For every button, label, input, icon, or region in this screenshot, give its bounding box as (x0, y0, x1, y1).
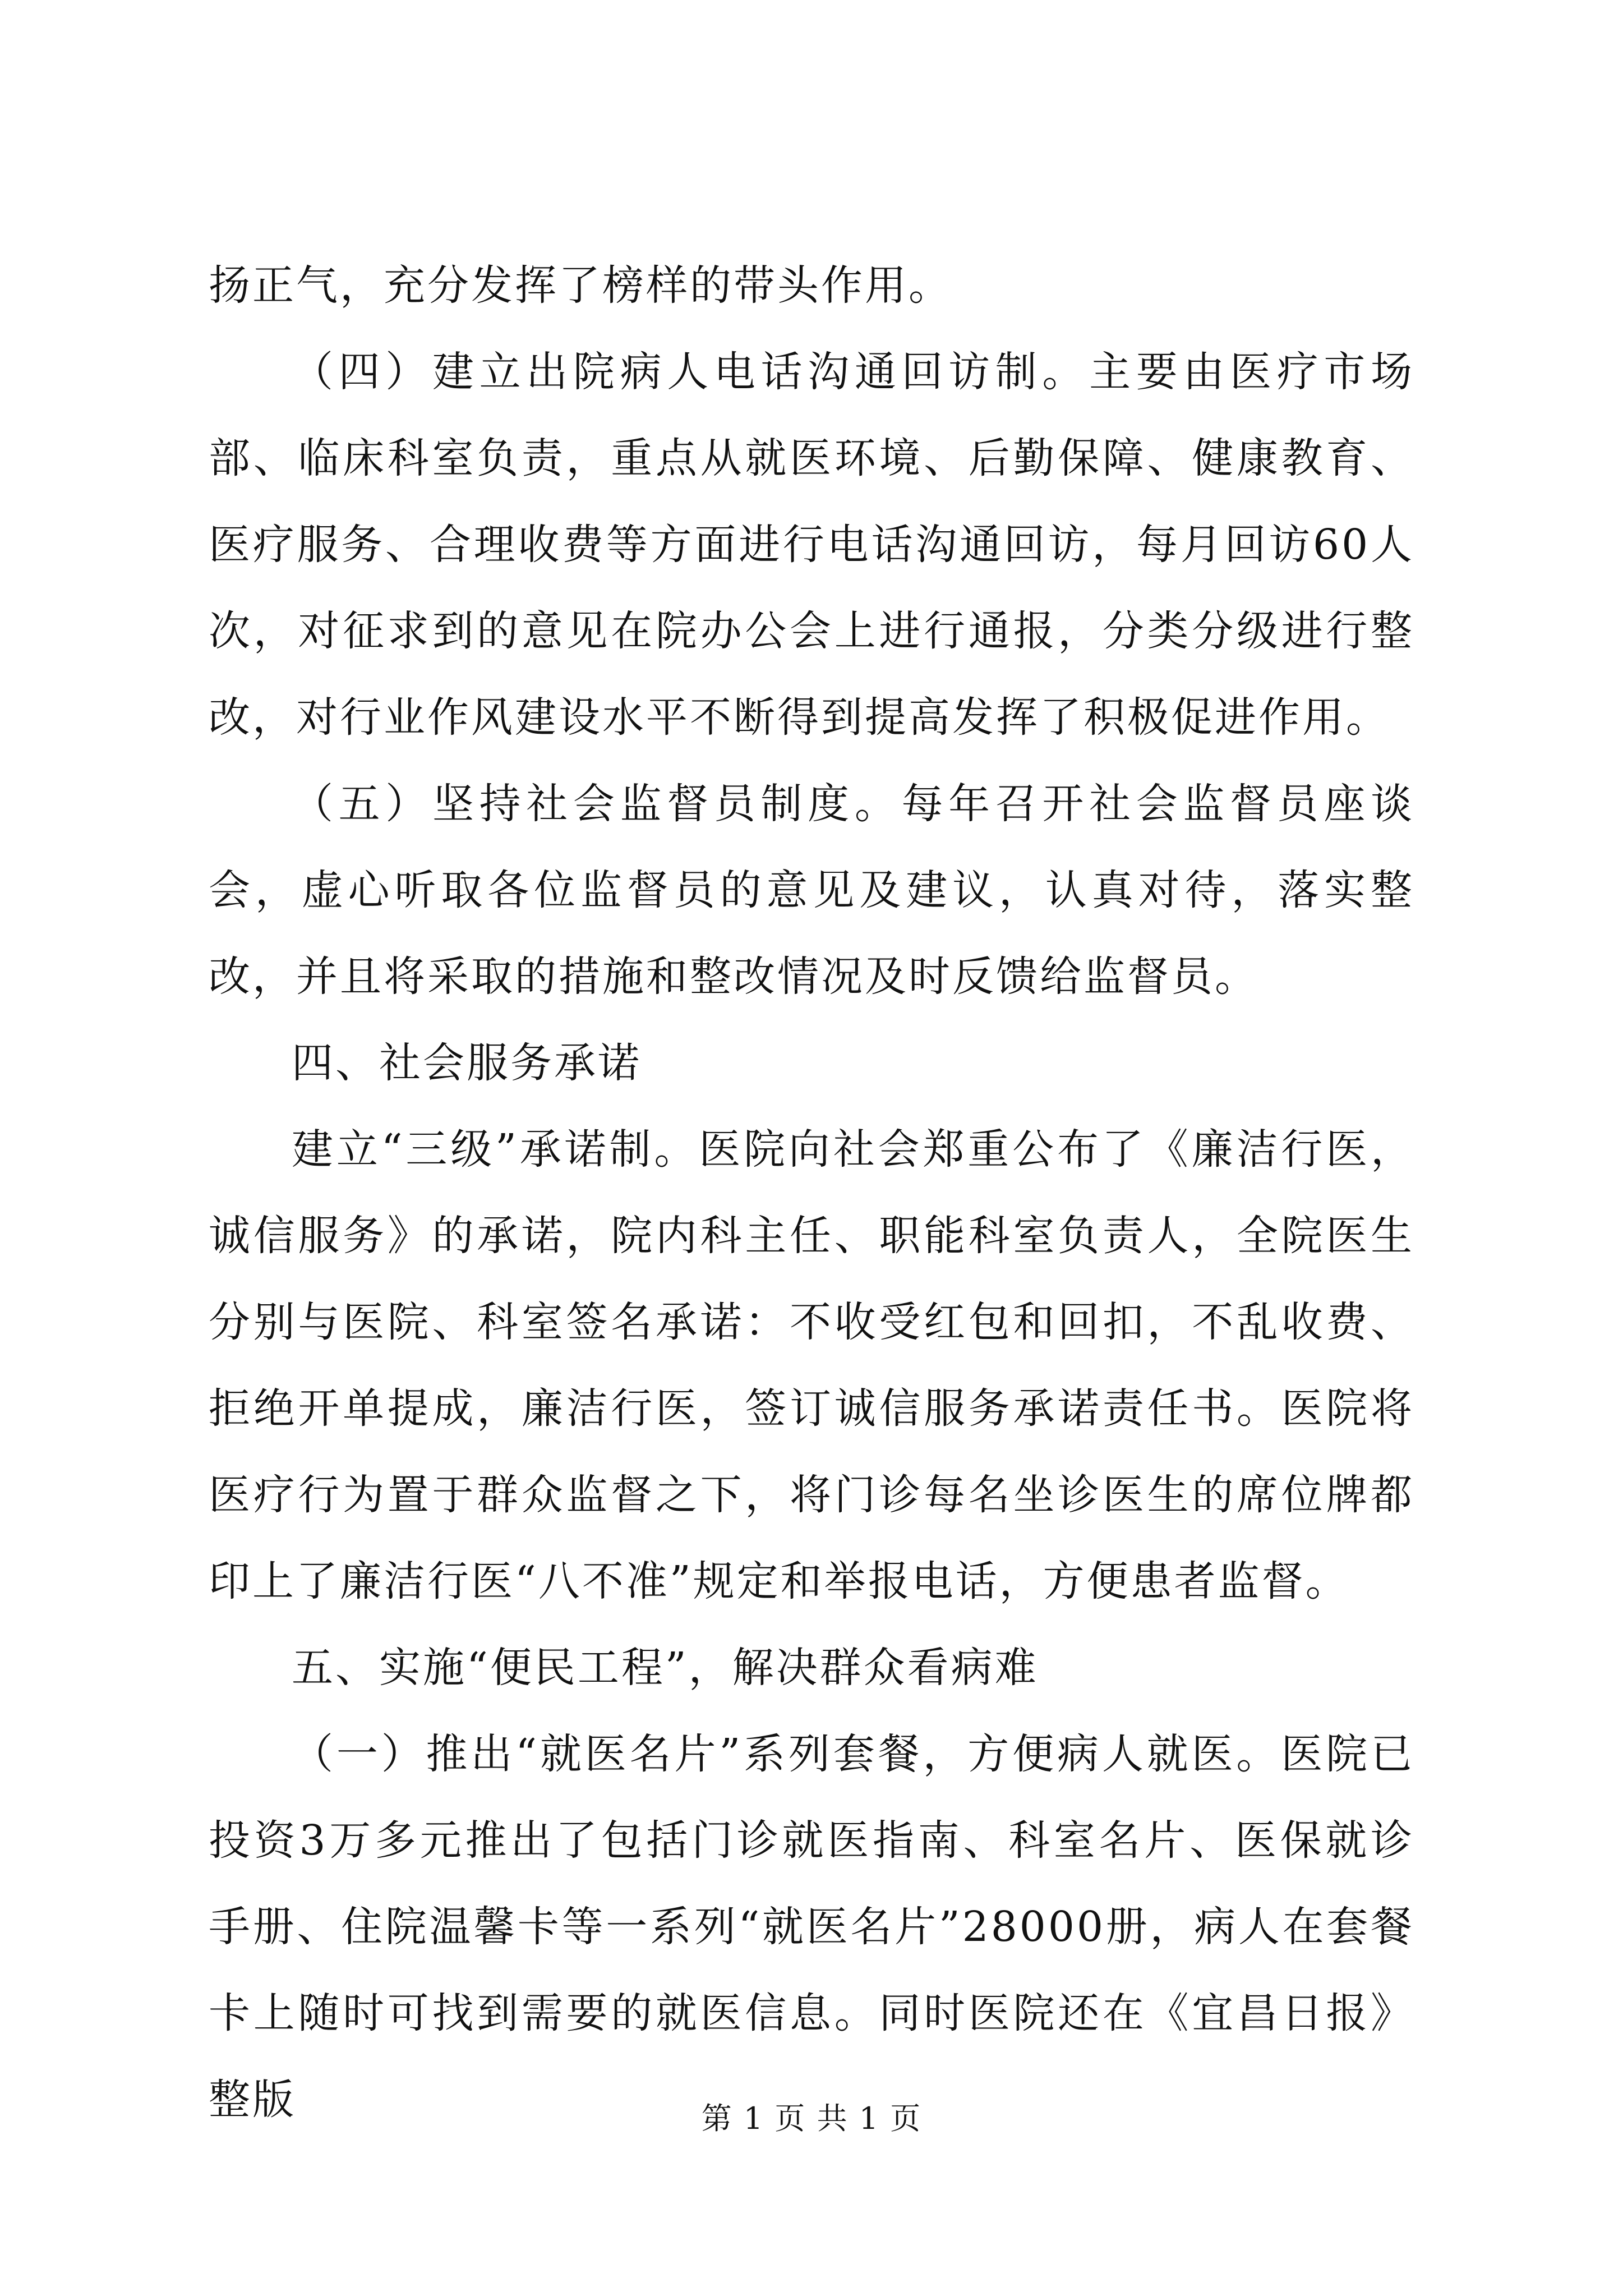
page-number-label: 第 1 页 共 1 页 (701, 2101, 922, 2136)
section-heading-4: 四、社会服务承诺 (292, 1039, 642, 1087)
paragraph-1: 扬正气，充分发挥了榜样的带头作用。 (209, 261, 952, 310)
section-heading-5: 五、实施“便民工程”，解决群众看病难 (292, 1644, 1039, 1692)
paragraph-3: （五）坚持社会监督员制度。每年召开社会监督员座谈会，虚心听取各位监督员的意见及建议，认真对待，落实整改，并且将采取的措施和整改情况及时反馈给监督员。 (209, 780, 1414, 1001)
paragraph-5: 建立“三级”承诺制。医院向社会郑重公布了《廉洁行医，诚信服务》的承诺，院内科主任、职能科室负责人，全院医生分别与医院、科室签名承诺：不收受红包和回扣，不乱收费、拒绝开单提成，廉洁行医，签订诚信服务承诺责任书。医院将医疗行为置于群众监督之下，将门诊每名坐诊医生的席位牌都印上了廉洁行医“八不准”规定和举报电话，方便患者监督。 (209, 1125, 1414, 1605)
page-footer (0, 2099, 1623, 2138)
paragraph-2: （四）建立出院病人电话沟通回访制。主要由医疗市场部、临床科室负责，重点从就医环境、后勤保障、健康教育、医疗服务、合理收费等方面进行电话沟通回访，每月回访60人次，对征求到的意见在院办公会上进行通报，分类分级进行整改，对行业作风建设水平不断得到提高发挥了积极促进作用。 (209, 348, 1414, 742)
document-body (209, 242, 1414, 2143)
paragraph-7: （一）推出“就医名片”系列套餐，方便病人就医。医院已投资3万多元推出了包括门诊就医指南、科室名片、医保就诊手册、住院温馨卡等一系列“就医名片”28000册，病人在套餐卡上随时可找到需要的就医信息。同时医院还在《宜昌日报》整版 (209, 1730, 1414, 2124)
